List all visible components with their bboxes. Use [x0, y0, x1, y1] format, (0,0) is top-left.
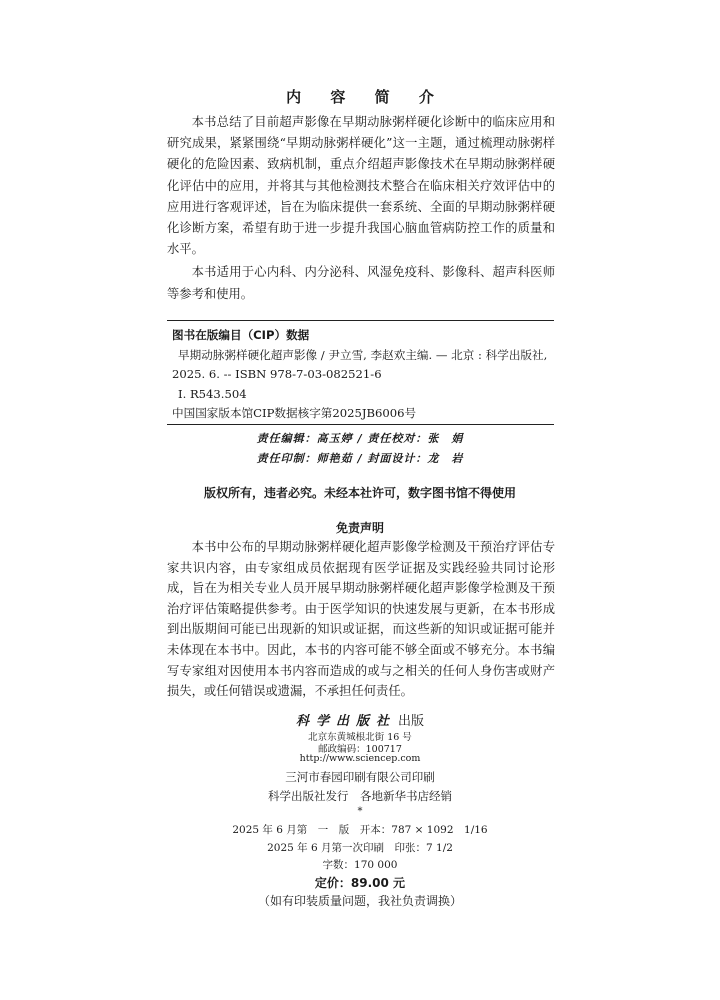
publisher-logo: 科学出版社 [295, 714, 396, 729]
quality-notice: （如有印装质量问题，我社负责调换） [257, 894, 462, 908]
disclaimer-title: 免责声明 [335, 521, 384, 535]
edition-line: 2025 年 6 月第 一 版 开本：787 × 1092 1/16 [232, 824, 488, 836]
publisher-postcode: 邮政编码：100717 [318, 744, 402, 755]
cip-bottom-rule [167, 424, 554, 425]
intro-title: 内 容 简 介 [286, 88, 446, 106]
price: 定价：89.00 元 [314, 876, 406, 890]
publisher-suffix: 出版 [398, 714, 425, 729]
separator-asterisk: * [357, 806, 363, 817]
copyright-notice: 版权所有，违者必究。未经本社许可，数字图书馆不得使用 [203, 486, 516, 500]
editor-credits: 责任编辑：高玉婷 / 责任校对：张 娟 [256, 432, 464, 445]
disclaimer-text: 本书中公布的早期动脉粥样硬化超声影像学检测及干预治疗评估专家共识内容，由专家组成员依据现有医学证据及实践经验共同讨论形成，旨在为相关专业人员开展早期动脉粥样硬化超声影像学检测及干预治疗评估策略提供参考。由于医学知识的快速发展与更新，在本书形成到出版期间可能已出现新的知识或证据，而这些新的知识或证据可能并未体现在本书中。因此，本书的内容可能不够全面或不够充分。本书编写专家组对因使用本书内容而造成的或与之相关的任何人身伤害或财产损失，或任何错误或遗漏，不承担任何责任。 [167, 540, 555, 699]
cip-classification: Ⅰ. R543.504 [178, 386, 247, 401]
production-credits: 责任印制：师艳茹 / 封面设计：龙 岩 [256, 452, 464, 465]
cip-entry-line-1: 早期动脉粥样硬化超声影像 / 尹立雪, 李赵欢主编. — 北京 : 科学出版社, [178, 347, 548, 362]
cip-record-number: 中国国家版本馆CIP数据核字第2025JB6006号 [172, 406, 417, 420]
word-count: 字数：170 000 [322, 859, 398, 871]
intro-body [167, 112, 555, 307]
cip-block [172, 326, 554, 424]
cip-top-rule [167, 320, 554, 321]
cip-entry-line-2: 2025. 6. -- ISBN 978-7-03-082521-6 [172, 367, 382, 381]
publisher-name [0, 710, 720, 729]
impression-line: 2025 年 6 月第一次印刷 印张：7 1/2 [267, 842, 453, 854]
cip-title: 图书在版编目（CIP）数据 [172, 328, 310, 342]
publisher-url: http://www.sciencep.com [299, 753, 421, 764]
intro-paragraph-2: 本书适用于心内科、内分泌科、风湿免疫科、影像科、超声科医师等参考和使用。 [167, 265, 555, 301]
intro-paragraph-1: 本书总结了目前超声影像在早期动脉粥样硬化诊断中的临床应用和研究成果，紧紧围绕“早期动脉粥样硬化”这一主题，通过梳理动脉粥样硬化的危险因素、致病机制，重点介绍超声影像技术在早期动脉粥样硬化评估中的应用，并将其与其他检测技术整合在临床相关疗效评估中的应用进行客观评述，旨在为临床提供一套系统、全面的早期动脉粥样硬化诊断方案，希望有助于进一步提升我国心脑血管病防控工作的质量和水平。 [167, 115, 555, 257]
publisher-address: 北京东黄城根北街 16 号 [308, 732, 412, 743]
distribution-line: 科学出版社发行 各地新华书店经销 [268, 789, 452, 803]
printer-line: 三河市春园印刷有限公司印刷 [285, 770, 435, 784]
